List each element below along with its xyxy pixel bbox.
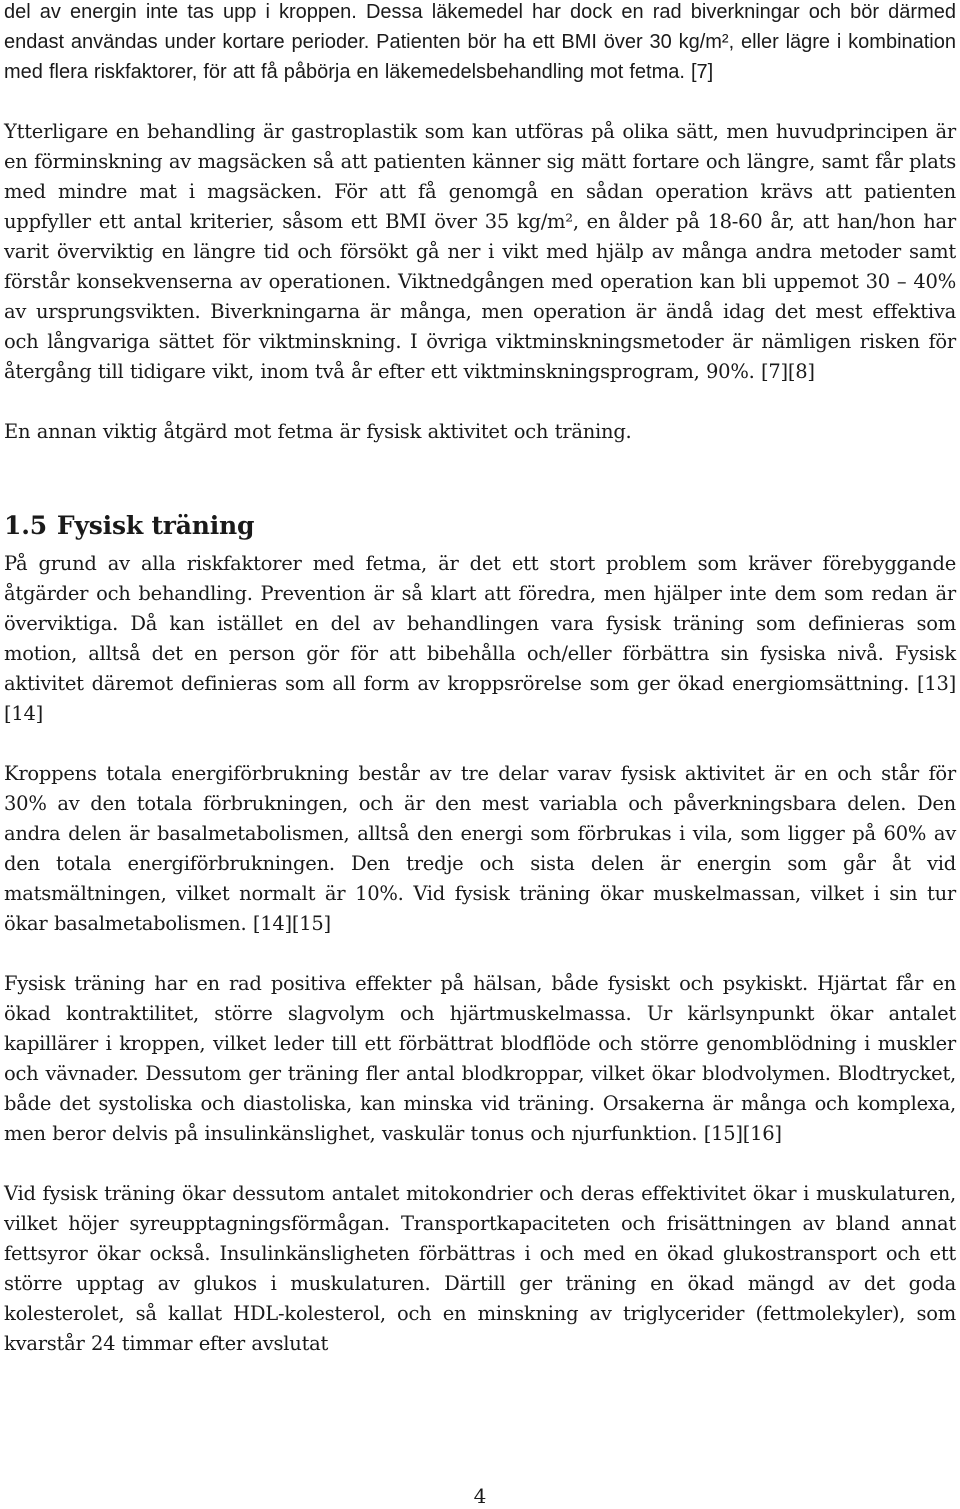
page-number: 4 bbox=[473, 1484, 487, 1508]
paragraph-risk-factors: På grund av alla riskfaktorer med fetma, är det ett stort problem som kräver förebyggande åtgärder och behandling. Prevention är så klart att föredra, men hjälper inte dem som redan är överviktiga. Då kan istället en del av behandlingen vara fysisk träning som definieras som motion, alltså det en person gör för att bibehålla och/eller förbättra sin fysiska nivå. Fysisk aktivitet däremot definieras som all form av kroppsrörelse som ger ökad energiomsättning. [13][14] bbox=[4, 552, 956, 725]
section-title: Fysisk träning bbox=[56, 511, 255, 540]
paragraph-medication: del av energin inte tas upp i kroppen. Dessa läkemedel har dock en rad biverkningar och bör därmed endast användas under kortare perioder. Patienten bör ha ett BMI över 30 kg/m², eller lägre i kombination med flera riskfaktorer, för att få påbörja en läkemedelsbehandling mot fetma. [7] bbox=[4, 1, 956, 83]
paragraph-physical-activity-intro: En annan viktig åtgärd mot fetma är fysisk aktivitet och träning. bbox=[4, 420, 632, 443]
paragraph-gastroplasty: Ytterligare en behandling är gastroplastik som kan utföras på olika sätt, men huvudprincipen är en förminskning av magsäcken så att patienten känner sig mätt fortare och längre, samt får plats med mindre mat i magsäcken. För att få genomgå en sådan operation krävs att patienten uppfyller ett antal kriterier, såsom ett BMI över 35 kg/m², en ålder på 18-60 år, att han/hon har varit överviktig en längre tid och försökt gå ner i vikt med hjälp av många andra metoder samt förstår konsekvenserna av operationen. Viktnedgången med operation kan bli uppemot 30 – 40% av ursprungsvikten. Biverkningarna är många, men operation är ändå idag det mest effektiva och långvariga sättet för viktminskning. I övriga viktminskningsmetoder är nämligen risken för återgång till tidigare vikt, inom två år efter ett viktminskningsprogram, 90%. [7][8] bbox=[4, 120, 956, 383]
paragraph-health-effects: Fysisk träning har en rad positiva effekter på hälsan, både fysiskt och psykiskt. Hjärtat får en ökad kontraktilitet, större slagvolym och hjärtmuskelmassa. Ur kärlsynpunkt ökar antalet kapillärer i kroppen, vilket leder till ett förbättrat blodflöde och större genomblödning i muskler och vävnader. Dessutom ger träning fler antal blodkroppar, vilket ökar blodvolymen. Blodtrycket, både det systoliska och diastoliska, kan minska vid träning. Orsakerna är många och komplexa, men beror delvis på insulinkänslighet, vaskulär tonus och njurfunktion. [15][16] bbox=[4, 972, 956, 1145]
document-page bbox=[4, 0, 956, 1359]
paragraph-mitochondria: Vid fysisk träning ökar dessutom antalet mitokondrier och deras effektivitet ökar i muskulaturen, vilket höjer syreupptagningsförmågan. Transportkapaciteten och frisättningen av bland annat fettsyror ökar också. Insulinkänsligheten förbättras i och med en ökad glukostransport och ett större upptag av glukos i muskulaturen. Därtill ger träning en ökad mängd av det goda kolesterolet, så kallat HDL-kolesterol, och en minskning av triglycerider (fettmolekyler), som kvarstår 24 timmar efter avslutat bbox=[4, 1182, 956, 1355]
paragraph-energy-expenditure: Kroppens totala energiförbrukning består av tre delar varav fysisk aktivitet är en och står för 30% av den totala förbrukningen, och är den mest variabla och påverkningsbara delen. Den andra delen är basalmetabolismen, alltså den energi som förbrukas i vila, som ligger på 60% av den totala energiförbrukningen. Den tredje och sista delen är energin som går åt vid matsmältningen, vilket normalt är 10%. Vid fysisk träning ökar muskelmassan, vilket i sin tur ökar basalmetabolismen. [14][15] bbox=[4, 762, 956, 935]
section-number: 1.5 bbox=[4, 511, 47, 540]
section-heading bbox=[4, 509, 956, 543]
